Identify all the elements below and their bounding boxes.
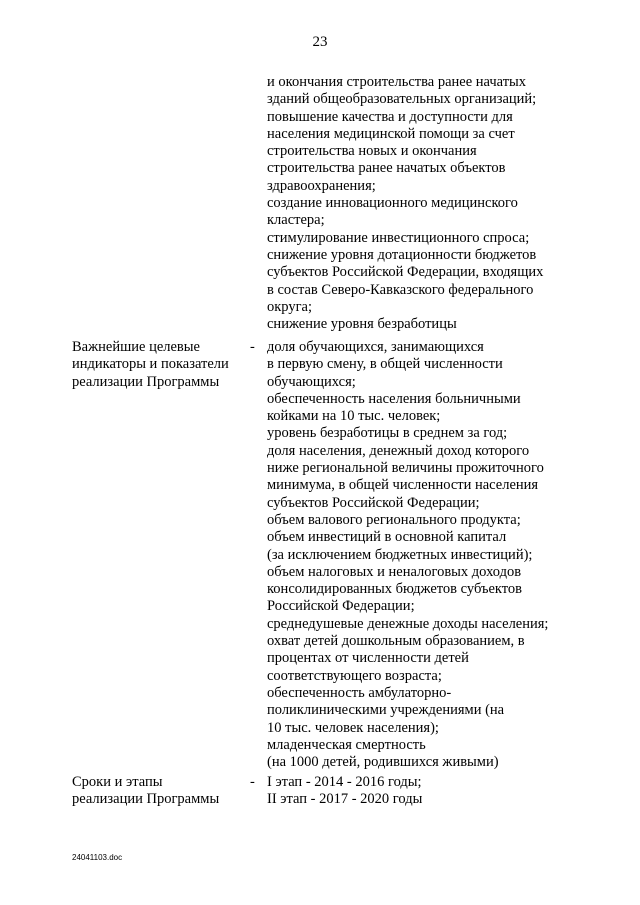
text-line: строительства ранее начатых объектов <box>267 160 506 177</box>
label-line: реализации Программы <box>72 791 220 808</box>
text-line: в состав Северо-Кавказского федерального <box>267 281 534 298</box>
text-line: создание инновационного медицинского <box>267 195 518 212</box>
label-line: индикаторы и показатели <box>72 356 229 373</box>
label-line: реализации Программы <box>72 373 220 390</box>
continuation-text <box>267 74 597 333</box>
text-line: II этап - 2017 - 2020 годы <box>267 791 423 808</box>
indicators-dash: - <box>250 339 255 355</box>
text-line: кластера; <box>267 212 325 229</box>
stages-dash: - <box>250 774 255 790</box>
text-line: 10 тыс. человек населения); <box>267 719 439 736</box>
text-line: снижение уровня дотационности бюджетов <box>267 246 537 263</box>
indicators-label <box>72 339 242 391</box>
text-line: соответствующего возраста; <box>267 667 442 684</box>
text-line: поликлиническими учреждениями (на <box>267 702 505 719</box>
text-line: койками на 10 тыс. человек; <box>267 408 441 425</box>
text-line: консолидированных бюджетов субъектов <box>267 581 523 598</box>
text-line: объем инвестиций в основной капитал <box>267 529 507 546</box>
text-line: округа; <box>267 298 313 315</box>
text-line: строительства новых и окончания <box>267 143 477 160</box>
text-line: минимума, в общей численности населения <box>267 477 539 494</box>
text-line: зданий общеобразовательных организаций; <box>267 91 537 108</box>
text-line: субъектов Российской Федерации, входящих <box>267 264 544 281</box>
text-line: и окончания строительства ранее начатых <box>267 74 527 90</box>
text-line: субъектов Российской Федерации; <box>267 494 480 511</box>
text-line: охват детей дошкольным образованием, в <box>267 633 525 650</box>
text-line: снижение уровня безработицы <box>267 316 457 333</box>
text-line: повышение качества и доступности для <box>267 108 513 125</box>
text-line: младенческая смертность <box>267 736 426 753</box>
text-line: процентах от численности детей <box>267 650 469 667</box>
text-line: уровень безработицы в среднем за год; <box>267 425 508 442</box>
label-line: Важнейшие целевые <box>72 339 200 355</box>
text-line: объем налоговых и неналоговых доходов <box>267 563 522 580</box>
indicators-list <box>267 339 597 771</box>
text-line: обеспеченность амбулаторно- <box>267 684 452 701</box>
text-line: обучающихся; <box>267 373 356 390</box>
label-line: Сроки и этапы <box>72 774 163 790</box>
text-line: обеспеченность населения больничными <box>267 390 521 407</box>
text-line: среднедушевые денежные доходы населения; <box>267 615 549 632</box>
text-line: здравоохранения; <box>267 177 376 194</box>
document-filename: 24041103.doc <box>72 853 123 862</box>
text-line: (на 1000 детей, родившихся живыми) <box>267 754 499 771</box>
page-number: 23 <box>312 34 328 50</box>
text-line: (за исключением бюджетных инвестиций); <box>267 546 533 563</box>
stages-list <box>267 774 597 809</box>
stages-label <box>72 774 242 809</box>
text-line: населения медицинской помощи за счет <box>267 125 515 142</box>
text-line: I этап - 2014 - 2016 годы; <box>267 774 422 790</box>
text-line: доля населения, денежный доход которого <box>267 442 530 459</box>
text-line: объем валового регионального продукта; <box>267 511 521 528</box>
text-line: в первую смену, в общей численности <box>267 356 503 373</box>
text-line: стимулирование инвестиционного спроса; <box>267 229 530 246</box>
text-line: ниже региональной величины прожиточного <box>267 460 544 477</box>
text-line: доля обучающихся, занимающихся <box>267 339 484 355</box>
text-line: Российской Федерации; <box>267 598 415 615</box>
